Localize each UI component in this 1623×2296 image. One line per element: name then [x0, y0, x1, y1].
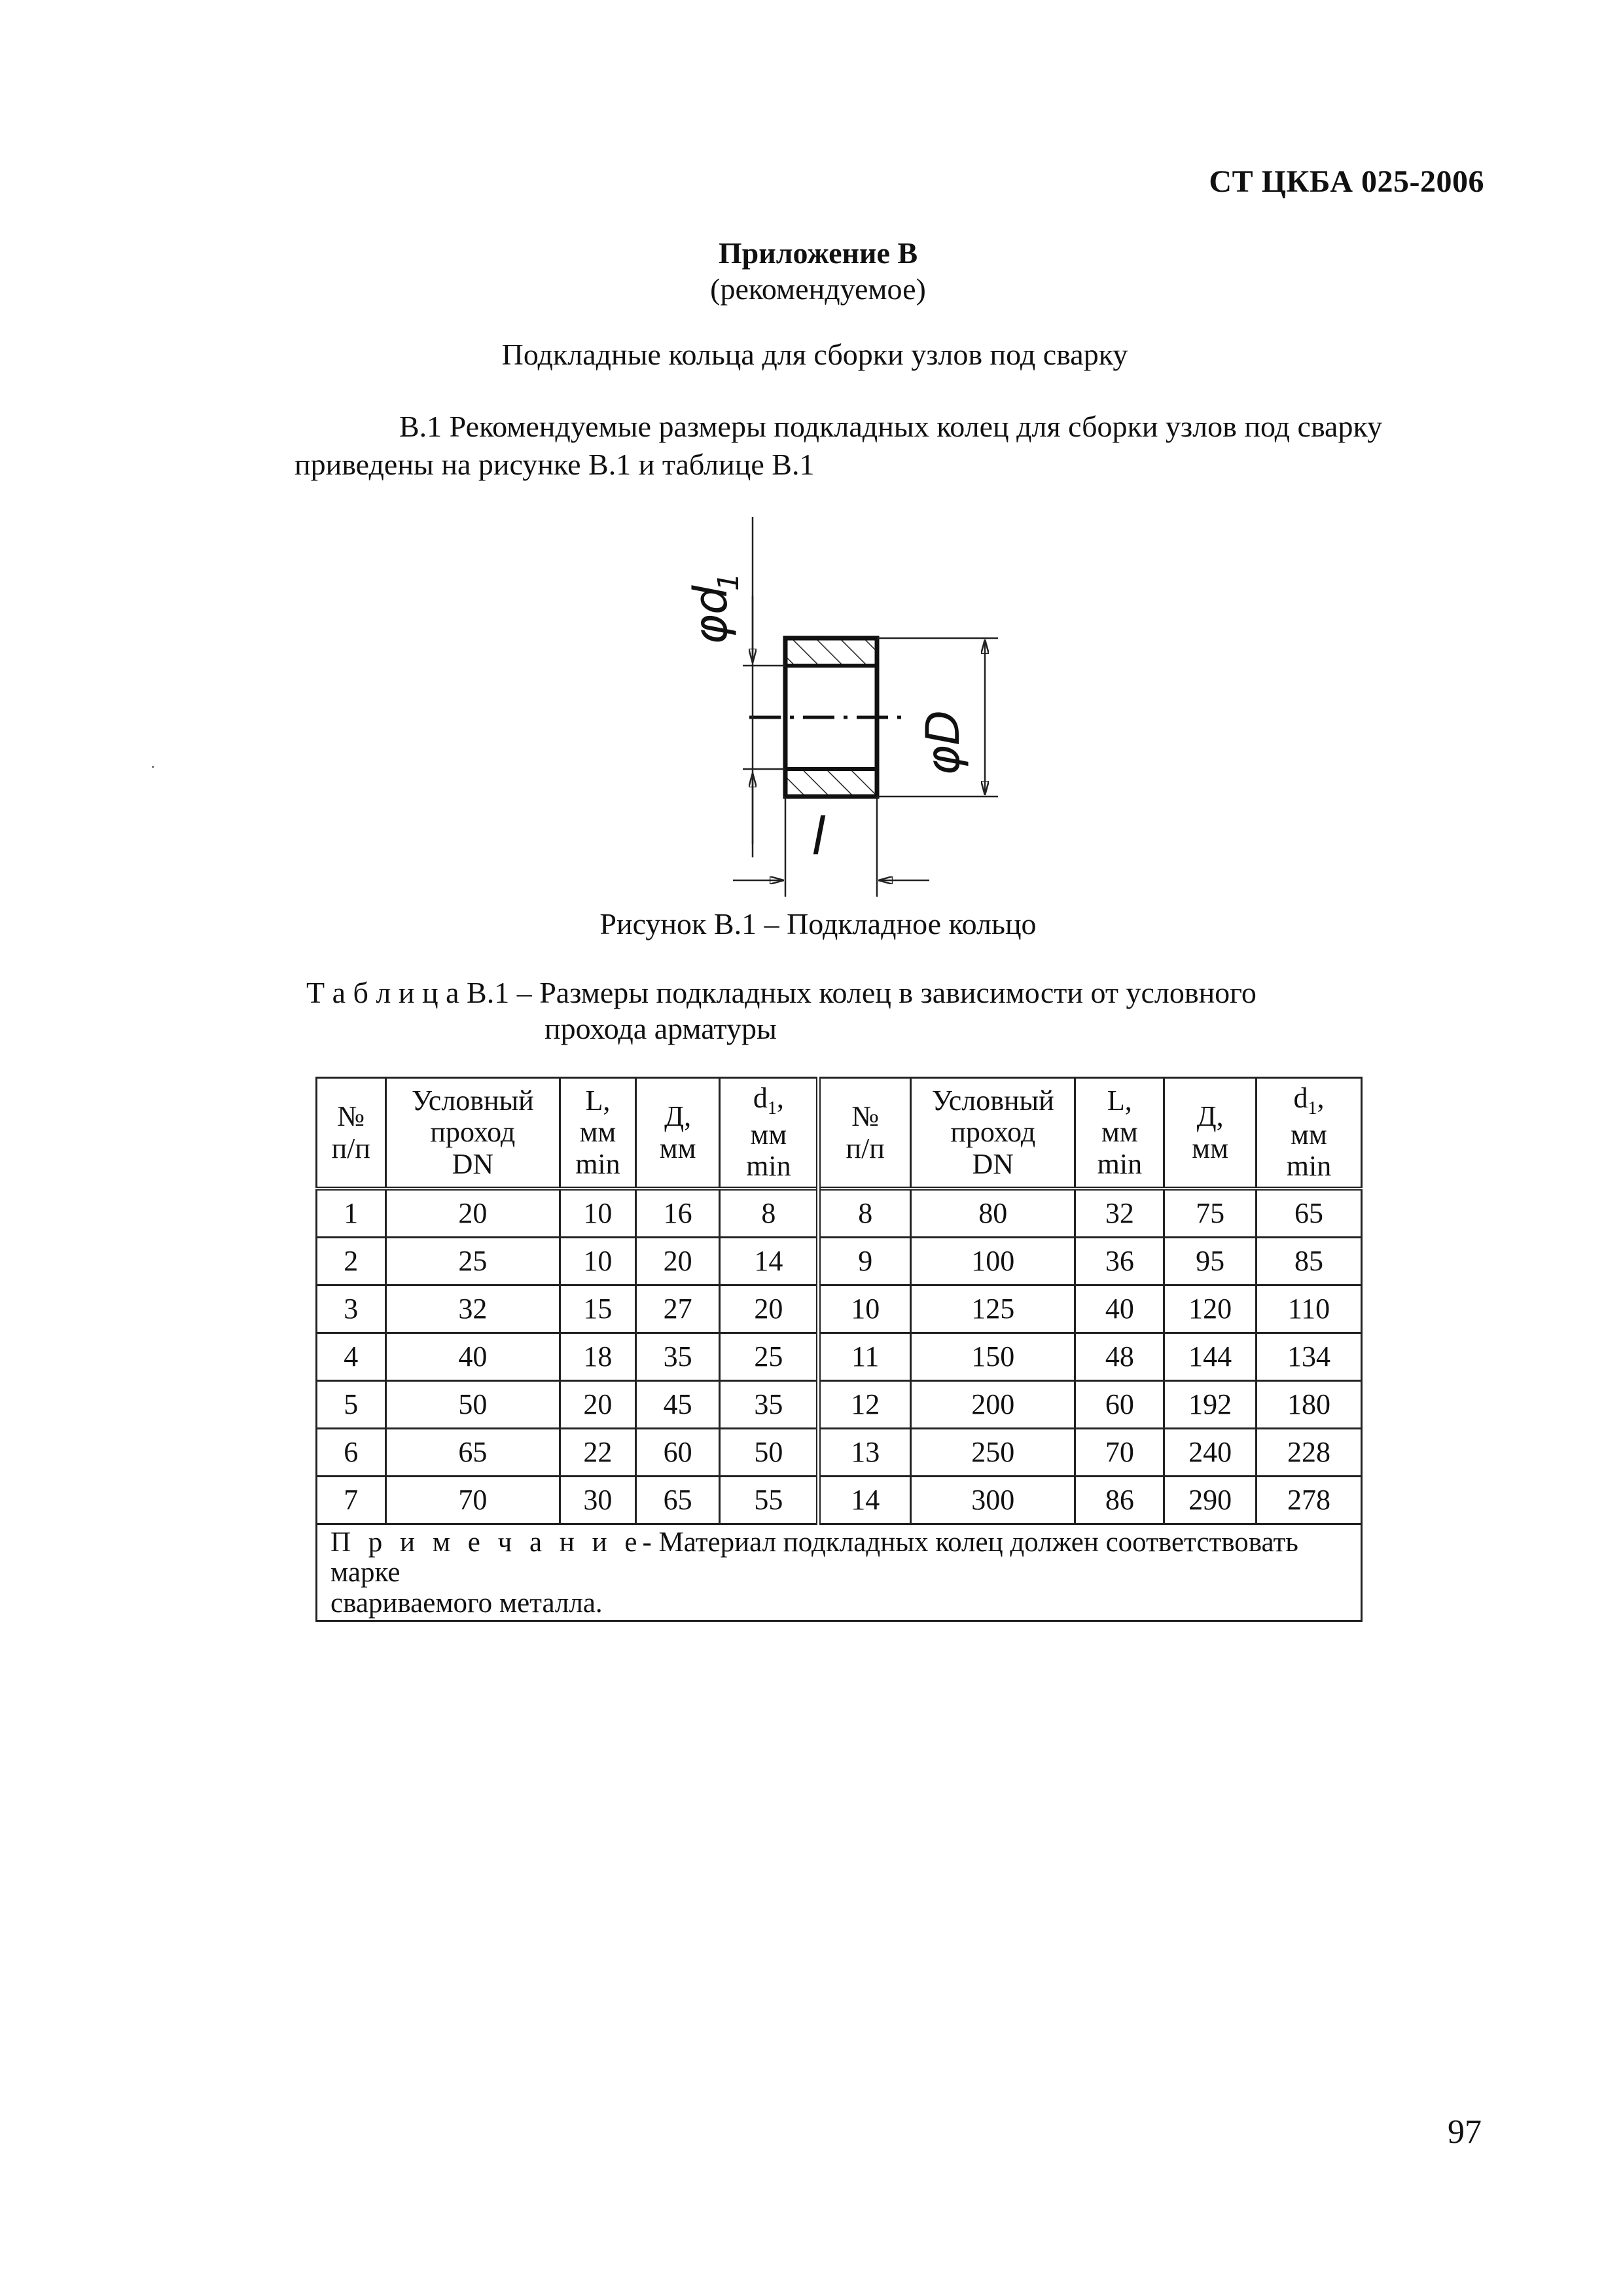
- header-D-2: Д, мм: [1164, 1078, 1257, 1189]
- cell: 7: [317, 1477, 386, 1524]
- cell: 9: [819, 1238, 911, 1285]
- table-row: [317, 1477, 1362, 1524]
- cell: 95: [1164, 1238, 1257, 1285]
- cell: 45: [635, 1381, 720, 1429]
- cell: 4: [317, 1333, 386, 1381]
- D-label: φD: [916, 709, 970, 776]
- cell: 5: [317, 1381, 386, 1429]
- cell: 110: [1257, 1285, 1362, 1333]
- paragraph-line-1: В.1 Рекомендуемые размеры подкладных колец для сборки узлов под сварку: [399, 410, 1383, 443]
- header-d1: $d_1$, мм min: [720, 1078, 819, 1189]
- cell: 60: [1075, 1381, 1164, 1429]
- cell: 1: [317, 1189, 386, 1238]
- cell: 134: [1257, 1333, 1362, 1381]
- header-no: № п/п: [317, 1078, 386, 1189]
- appendix-title: Приложение В: [718, 236, 918, 270]
- cell: 70: [385, 1477, 560, 1524]
- cell: 14: [819, 1477, 911, 1524]
- ring-drawing: [684, 517, 1034, 903]
- cell: 180: [1257, 1381, 1362, 1429]
- cell: 100: [911, 1238, 1075, 1285]
- cell: 35: [635, 1333, 720, 1381]
- cell: 85: [1257, 1238, 1362, 1285]
- appendix-subtitle: (рекомендуемое): [710, 272, 926, 306]
- cell: 65: [635, 1477, 720, 1524]
- cell: 20: [720, 1285, 819, 1333]
- cell: 120: [1164, 1285, 1257, 1333]
- cell: 75: [1164, 1189, 1257, 1238]
- cell: 65: [385, 1429, 560, 1477]
- cell: 10: [560, 1238, 636, 1285]
- cell: 228: [1257, 1429, 1362, 1477]
- header-D: Д, мм: [635, 1078, 720, 1189]
- table-row: [317, 1285, 1362, 1333]
- cell: 50: [720, 1429, 819, 1477]
- cell: 25: [385, 1238, 560, 1285]
- cell: 200: [911, 1381, 1075, 1429]
- appendix-heading: Подкладные кольца для сборки узлов под сварку: [501, 338, 1128, 371]
- cell: 16: [635, 1189, 720, 1238]
- cell: 6: [317, 1429, 386, 1477]
- table-row: [317, 1429, 1362, 1477]
- cell: 192: [1164, 1381, 1257, 1429]
- scan-speck: [152, 766, 154, 768]
- cell: 48: [1075, 1333, 1164, 1381]
- cell: 40: [385, 1333, 560, 1381]
- cell: 240: [1164, 1429, 1257, 1477]
- cell: 300: [911, 1477, 1075, 1524]
- d1-label: φd: [684, 585, 738, 645]
- table-row: [317, 1189, 1362, 1238]
- cell: 25: [720, 1333, 819, 1381]
- note-line-1: - Материал подкладных колец должен соответствовать марке: [330, 1527, 1298, 1588]
- cell: 150: [911, 1333, 1075, 1381]
- cell: 80: [911, 1189, 1075, 1238]
- table-caption-text: В.1 – Размеры подкладных колец в зависимости от условного: [467, 976, 1257, 1009]
- cell: 70: [1075, 1429, 1164, 1477]
- table-row: [317, 1381, 1362, 1429]
- cell: 40: [1075, 1285, 1164, 1333]
- cell: 20: [635, 1238, 720, 1285]
- cell: 278: [1257, 1477, 1362, 1524]
- cell: 32: [1075, 1189, 1164, 1238]
- cell: 125: [911, 1285, 1075, 1333]
- cell: 8: [720, 1189, 819, 1238]
- cell: 22: [560, 1429, 636, 1477]
- note-line-2: свариваемого металла.: [330, 1587, 603, 1619]
- cell: 144: [1164, 1333, 1257, 1381]
- cell: 250: [911, 1429, 1075, 1477]
- header-L: L, мм min: [560, 1078, 636, 1189]
- page-number: 97: [1448, 2113, 1482, 2151]
- cell: 55: [720, 1477, 819, 1524]
- l-label: l: [812, 808, 826, 867]
- table-note-row: [317, 1524, 1362, 1621]
- cell: 20: [560, 1381, 636, 1429]
- cell: 290: [1164, 1477, 1257, 1524]
- figure-caption: Рисунок В.1 – Подкладное кольцо: [599, 907, 1037, 941]
- standard-code: СТ ЦКБА 025-2006: [1209, 164, 1484, 199]
- ring-wall-top: [785, 638, 877, 666]
- table-row: [317, 1238, 1362, 1285]
- table-caption-prefix: Т а б л и ц а: [306, 976, 459, 1009]
- cell: 50: [385, 1381, 560, 1429]
- cell: 86: [1075, 1477, 1164, 1524]
- cell: 8: [819, 1189, 911, 1238]
- cell: 13: [819, 1429, 911, 1477]
- rings-table: [315, 1077, 1363, 1622]
- header-d1-2: $d_1$, мм min: [1257, 1078, 1362, 1189]
- header-dn: Условный проход DN: [385, 1078, 560, 1189]
- cell: 14: [720, 1238, 819, 1285]
- cell: 11: [819, 1333, 911, 1381]
- cell: 20: [385, 1189, 560, 1238]
- table-caption-line-1: [306, 975, 1257, 1010]
- cell: 35: [720, 1381, 819, 1429]
- cell: 30: [560, 1477, 636, 1524]
- header-dn-2: Условный проход DN: [911, 1078, 1075, 1189]
- cell: 36: [1075, 1238, 1164, 1285]
- d1-label-sub: 1: [712, 573, 745, 591]
- cell: 10: [819, 1285, 911, 1333]
- ring-wall-bottom: [785, 769, 877, 797]
- cell: 10: [560, 1189, 636, 1238]
- table-note: [317, 1524, 1362, 1621]
- cell: 2: [317, 1238, 386, 1285]
- header-no-2: № п/п: [819, 1078, 911, 1189]
- cell: 27: [635, 1285, 720, 1333]
- note-prefix: П р и м е ч а н и е: [330, 1527, 643, 1558]
- paragraph-line-2: приведены на рисунке В.1 и таблице В.1: [294, 448, 815, 481]
- cell: 60: [635, 1429, 720, 1477]
- table-caption-line-2: прохода арматуры: [544, 1012, 777, 1045]
- cell: 18: [560, 1333, 636, 1381]
- cell: 65: [1257, 1189, 1362, 1238]
- cell: 15: [560, 1285, 636, 1333]
- cell: 12: [819, 1381, 911, 1429]
- cell: 3: [317, 1285, 386, 1333]
- header-L-2: L, мм min: [1075, 1078, 1164, 1189]
- table-header-row: [317, 1078, 1362, 1189]
- table-row: [317, 1333, 1362, 1381]
- cell: 32: [385, 1285, 560, 1333]
